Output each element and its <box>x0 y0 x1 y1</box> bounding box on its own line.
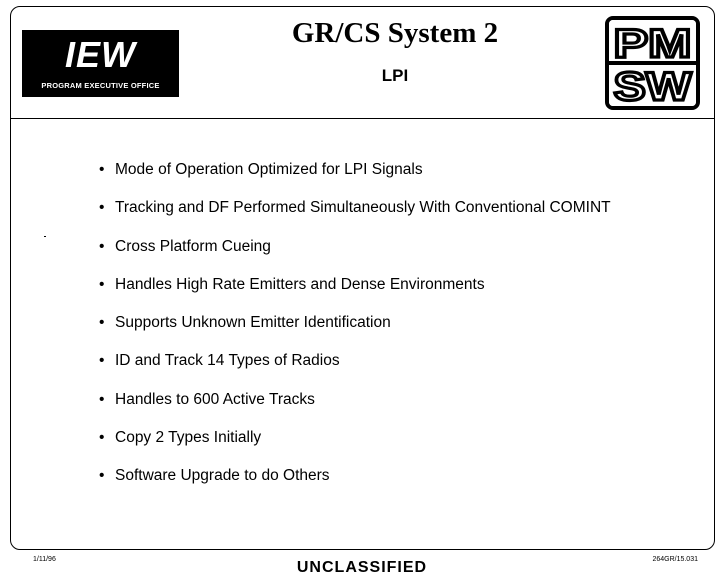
page-title: GR/CS System 2 <box>291 17 499 49</box>
bullet-item <box>99 464 611 502</box>
page-subtitle: LPI <box>381 66 409 85</box>
bullet-item <box>99 349 611 387</box>
bullet-icon: • <box>99 314 105 332</box>
bullet-text: Mode of Operation Optimized for LPI Signals <box>115 161 423 178</box>
bullet-icon: • <box>99 161 105 178</box>
bullet-text: Tracking and DF Performed Simultaneously With Conventional COMINT <box>115 199 611 217</box>
bullet-icon: • <box>99 352 105 370</box>
bullet-text: Copy 2 Types Initially <box>115 429 262 447</box>
bullet-item <box>99 235 611 273</box>
pmsw-logo <box>605 16 700 110</box>
bullet-item <box>99 388 611 426</box>
pmsw-logo-bottom: SW <box>613 65 692 106</box>
footer-classification: UNCLASSIFIED <box>296 559 428 576</box>
bullet-icon: • <box>99 390 105 408</box>
iew-logo-caption: PROGRAM EXECUTIVE OFFICE <box>41 81 160 90</box>
footer-doc-id: 264GR/15.031 <box>652 556 698 563</box>
header-divider <box>10 118 715 119</box>
bullet-item <box>99 196 611 234</box>
bullet-icon: • <box>99 199 105 217</box>
bullet-text: ID and Track 14 Types of Radios <box>115 352 340 370</box>
bullet-icon: • <box>99 275 105 293</box>
footer-date: 1/11/96 <box>33 556 56 563</box>
bullet-icon: • <box>99 467 105 485</box>
pmsw-logo-top: PM <box>613 22 692 66</box>
scan-speck <box>44 236 46 237</box>
bullet-item <box>99 273 611 311</box>
bullet-item <box>99 311 611 349</box>
bullet-text: Handles High Rate Emitters and Dense Environments <box>115 275 485 293</box>
iew-logo-text: IEW <box>65 34 136 75</box>
bullet-item <box>99 158 611 196</box>
bullet-item <box>99 426 611 464</box>
bullet-text: Handles to 600 Active Tracks <box>115 390 315 408</box>
bullet-text: Software Upgrade to do Others <box>115 467 330 485</box>
bullet-icon: • <box>99 429 105 447</box>
bullet-text: Supports Unknown Emitter Identification <box>115 314 391 332</box>
pmsw-logo-graphic <box>609 20 696 106</box>
bullet-list <box>99 158 611 503</box>
bullet-icon: • <box>99 237 105 255</box>
iew-logo <box>22 30 179 97</box>
bullet-text: Cross Platform Cueing <box>115 237 271 255</box>
